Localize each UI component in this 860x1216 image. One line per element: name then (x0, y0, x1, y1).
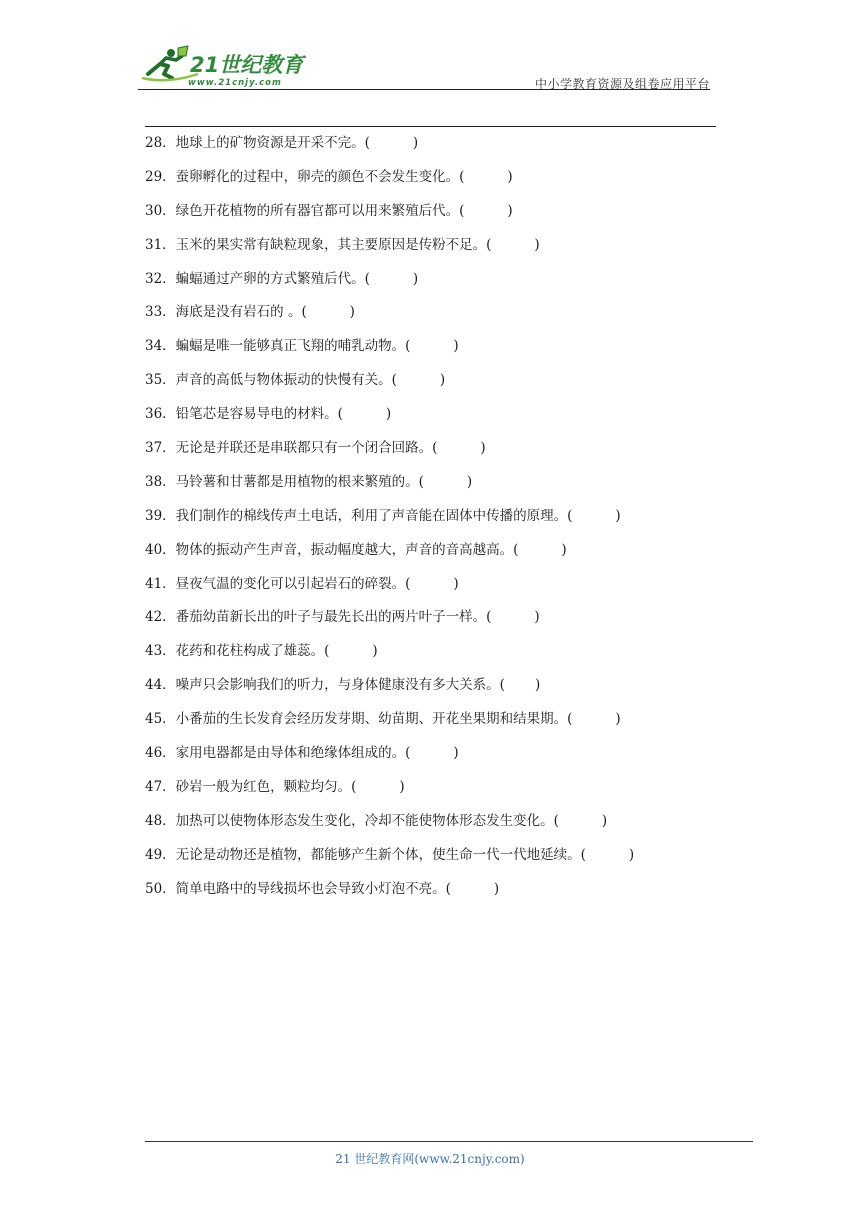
question-item: 46．家用电器都是由导体和绝缘体组成的。( ) (145, 745, 459, 762)
question-item: 35．声音的高低与物体振动的快慢有关。( ) (145, 372, 446, 389)
question-item: 31．玉米的果实常有缺粒现象，其主要原因是传粉不足。( ) (145, 236, 540, 253)
question-item: 50．简单电路中的导线损坏也会导致小灯泡不亮。( ) (145, 880, 500, 897)
question-item: 29．蚕卵孵化的过程中，卵壳的颜色不会发生变化。( ) (145, 168, 513, 185)
question-item: 41．昼夜气温的变化可以引起岩石的碎裂。( ) (145, 575, 459, 592)
header-divider (138, 89, 710, 90)
question-item: 33．海底是没有岩石的 。( ) (145, 304, 355, 321)
question-item: 37．无论是并联还是串联都只有一个闭合回路。( ) (145, 440, 486, 457)
logo-url-text: www.21cnjy.com (188, 78, 282, 88)
question-item: 38．马铃薯和甘薯都是用植物的根来繁殖的。( ) (145, 473, 473, 490)
question-list (145, 131, 634, 910)
question-item: 34．蝙蝠是唯一能够真正飞翔的哺乳动物。( ) (145, 338, 459, 355)
page-footer: 21 世纪教育网(www.21cnjy.com) (335, 1152, 525, 1166)
platform-name: 中小学教育资源及组卷应用平台 (534, 77, 710, 91)
question-item: 42．番茄幼苗新长出的叶子与最先长出的两片叶子一样。( ) (145, 609, 540, 626)
question-item: 39．我们制作的棉线传声土电话，利用了声音能在固体中传播的原理。( ) (145, 507, 621, 524)
question-item: 40．物体的振动产生声音，振动幅度越大，声音的音高越高。( ) (145, 541, 567, 558)
question-item: 48．加热可以使物体形态发生变化，冷却不能使物体形态发生变化。( ) (145, 812, 608, 829)
content-top-rule (145, 126, 716, 127)
footer-divider (145, 1141, 753, 1142)
page-header (138, 40, 710, 90)
question-item: 45．小番茄的生长发育会经历发芽期、幼苗期、开花坐果期和结果期。( ) (145, 711, 621, 728)
question-item: 49．无论是动物还是植物，都能够产生新个体，使生命一代一代地延续。( ) (145, 846, 635, 863)
question-item: 30．绿色开花植物的所有器官都可以用来繁殖后代。( ) (145, 202, 513, 219)
question-item: 28．地球上的矿物资源是开采不完。( ) (145, 135, 419, 151)
question-item: 44．噪声只会影响我们的听力，与身体健康没有多大关系。( ) (145, 677, 541, 694)
question-item: 47．砂岩一般为红色，颗粒均匀。( ) (145, 778, 405, 795)
question-item: 36．铅笔芯是容易导电的材料。( ) (145, 406, 392, 423)
question-item: 43．花药和花柱构成了雄蕊。( ) (145, 643, 378, 660)
logo-main-text: 21世纪教育 (190, 53, 304, 77)
question-item: 32．蝙蝠通过产卵的方式繁殖后代。( ) (145, 270, 419, 287)
logo-21cnjy (138, 44, 313, 88)
